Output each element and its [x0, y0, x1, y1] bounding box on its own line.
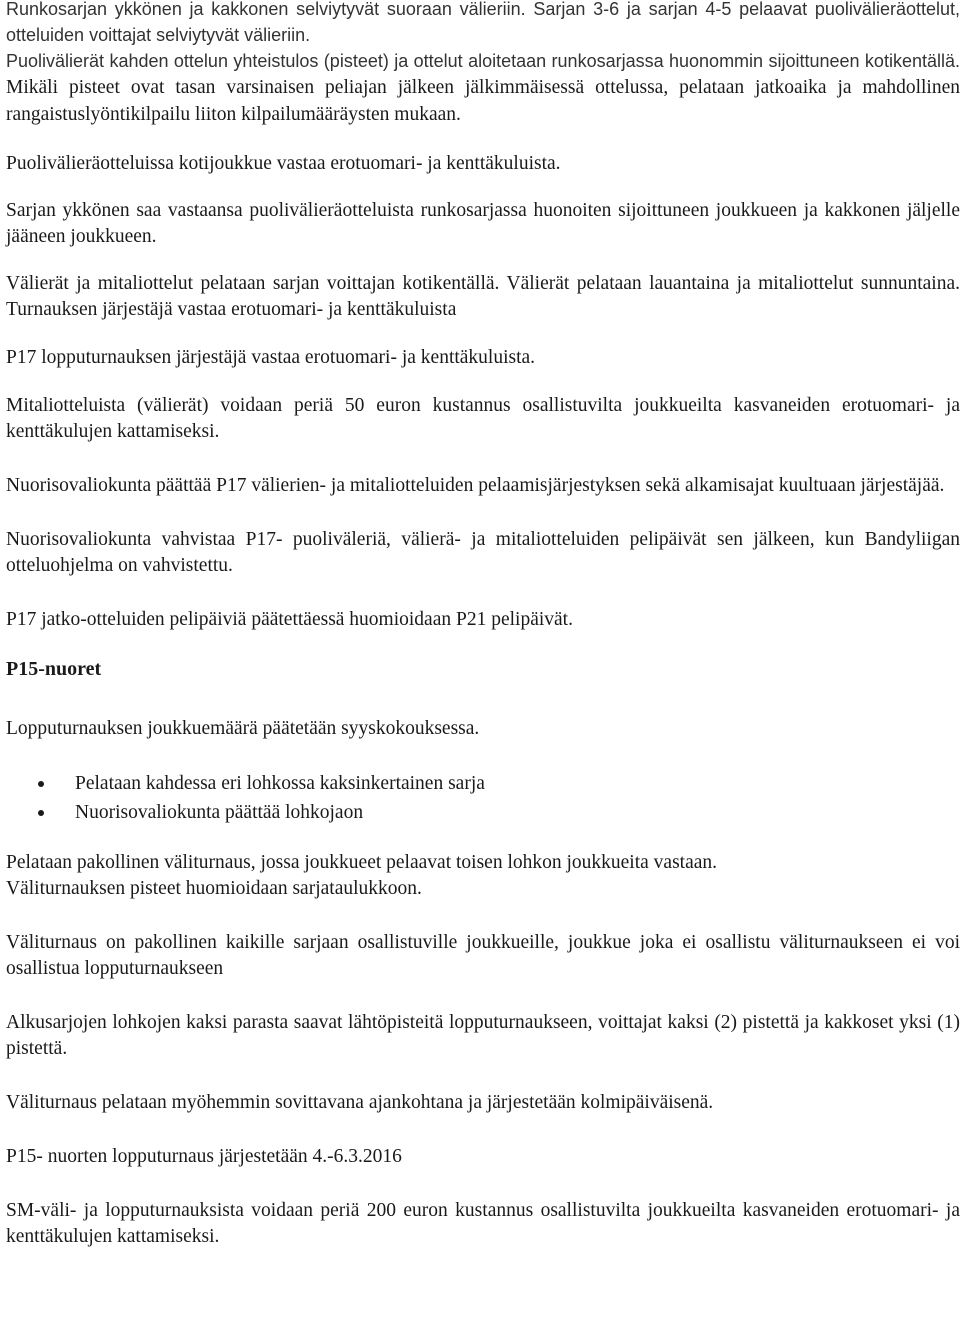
- paragraph-opponent-assignment: [6, 198, 960, 250]
- text-runs: SM-väli- ja lopputurnauksista voidaan periä 200 euron kustannus osallistuvilta joukkueilta kasvaneiden erotuomari- ja kenttäkulujen kattamiseksi.: [6, 1200, 960, 1247]
- text-runs: Välierät ja mitaliottelut pelataan sarjan voittajan kotikentällä.: [6, 273, 500, 294]
- paragraph-quarterfinal-costs: [6, 151, 960, 177]
- paragraph-quarterfinal-format: [6, 48, 960, 128]
- paragraph-p15-team-count: [6, 716, 960, 742]
- text-runs: Väliturnaus on pakollinen kaikille sarjaan osallistuville joukkueille, joukkue joka ei osallistu väliturnaukseen ei voi osallistua lopputurnaukseen: [6, 932, 960, 979]
- text-runs: Lopputurnauksen joukkuemäärä päätetään syyskokouksessa.: [6, 718, 480, 739]
- bullet-list: [6, 769, 960, 827]
- paragraph-p15-final-dates: [6, 1144, 960, 1170]
- text-runs: Mitaliotteluista (välierät) voidaan periä 50 euron kustannus osallistuvilta joukkueilta kasvaneiden erotuomari- ja kenttäkulujen kattamiseksi.: [6, 395, 960, 442]
- paragraph-medal-match-fee: [6, 393, 960, 445]
- text-runs: Turnauksen järjestäjä vastaa erotuomari- ja kenttäkuluista: [6, 299, 457, 320]
- list-item: [6, 798, 960, 827]
- paragraph-semifinal-qualification: [6, 0, 960, 48]
- text-runs: Välierät pelataan lauantaina ja mitaliottelut sunnuntaina.: [506, 273, 960, 294]
- text-runs: Väliturnauksen pisteet huomioidaan sarjataulukkoon.: [6, 878, 422, 899]
- paragraph-sm-fee: [6, 1198, 960, 1250]
- text-runs: Runkosarjan ykkönen ja kakkonen selviytyvät suoraan välieriin. Sarjan 3-6 ja sarjan 4-5 pelaavat puolivälieräottelut, otteluiden voittajat selviytyvät välieriin.: [6, 0, 960, 45]
- paragraph-intermediate-tournament: [6, 850, 960, 902]
- text-runs: Puolivälierät kahden ottelun yhteistulos (pisteet) ja ottelut aloitetaan runkosarjassa huonommin sijoittuneen kotikentällä.: [6, 51, 960, 71]
- list-item: [6, 769, 960, 798]
- document-page: [6, 0, 960, 1250]
- paragraph-p17-dates-confirmation: [6, 527, 960, 579]
- paragraph-semifinal-venue: [6, 271, 960, 323]
- text-runs: P15- nuorten lopputurnaus järjestetään 4.-6.3.2016: [6, 1146, 402, 1167]
- text-runs: P17 lopputurnauksen järjestäjä vastaa erotuomari- ja kenttäkuluista.: [6, 347, 536, 368]
- list-item-text: Nuorisovaliokunta päättää lohkojaon: [75, 802, 364, 823]
- bullet-icon: [38, 781, 44, 787]
- paragraph-intermediate-mandatory: [6, 930, 960, 982]
- text-runs: Sarjan ykkönen saa vastaansa puolivälieräotteluista runkosarjassa huonoiten sijoittuneen joukkueen ja kakkonen jäljelle jääneen joukkueen.: [6, 200, 960, 247]
- text-runs: Puolivälieräotteluissa kotijoukkue vastaa erotuomari- ja kenttäkuluista.: [6, 153, 561, 174]
- text-runs: Väliturnaus pelataan myöhemmin sovittavana ajankohtana ja järjestetään kolmipäiväisenä.: [6, 1092, 714, 1113]
- paragraph-p17-host-costs: [6, 345, 960, 371]
- list-item-text: Pelataan kahdessa eri lohkossa kaksinkertainen sarja: [75, 773, 485, 794]
- text-runs: Nuorisovaliokunta päättää P17 välierien- ja mitaliotteluiden pelaamisjärjestyksen sekä alkamisajat kuultuaan järjestäjää.: [6, 475, 945, 496]
- paragraph-intermediate-timing: [6, 1090, 960, 1116]
- bullet-icon: [38, 810, 44, 816]
- paragraph-p17-schedule-decision: [6, 473, 960, 499]
- paragraph-p17-p21-dates: [6, 607, 960, 633]
- paragraph-starting-points: [6, 1010, 960, 1062]
- text-runs: Pelataan pakollinen väliturnaus, jossa joukkueet pelaavat toisen lohkon joukkueita vastaan.: [6, 852, 718, 873]
- text-runs: Mikäli pisteet ovat tasan varsinaisen peliajan jälkeen jälkimmäisessä ottelussa, pelataan jatkoaika ja mahdollinen rangaistuslyöntikilpailu liiton kilpailumääräysten mukaan.: [6, 77, 960, 125]
- text-runs: P17 jatko-otteluiden pelipäiviä päätettäessä huomioidaan P21 pelipäivät.: [6, 609, 573, 630]
- text-runs: Alkusarjojen lohkojen kaksi parasta saavat lähtöpisteitä lopputurnaukseen, voittajat kaksi (2) pistettä ja kakkoset yksi (1) pistettä.: [6, 1012, 960, 1059]
- text-runs: Nuorisovaliokunta vahvistaa P17- puoliväleriä, välierä- ja mitaliotteluiden pelipäivät sen jälkeen, kun Bandyliigan otteluohjelma on vahvistettu.: [6, 529, 960, 576]
- section-heading-p15: P15-nuoret: [6, 658, 102, 680]
